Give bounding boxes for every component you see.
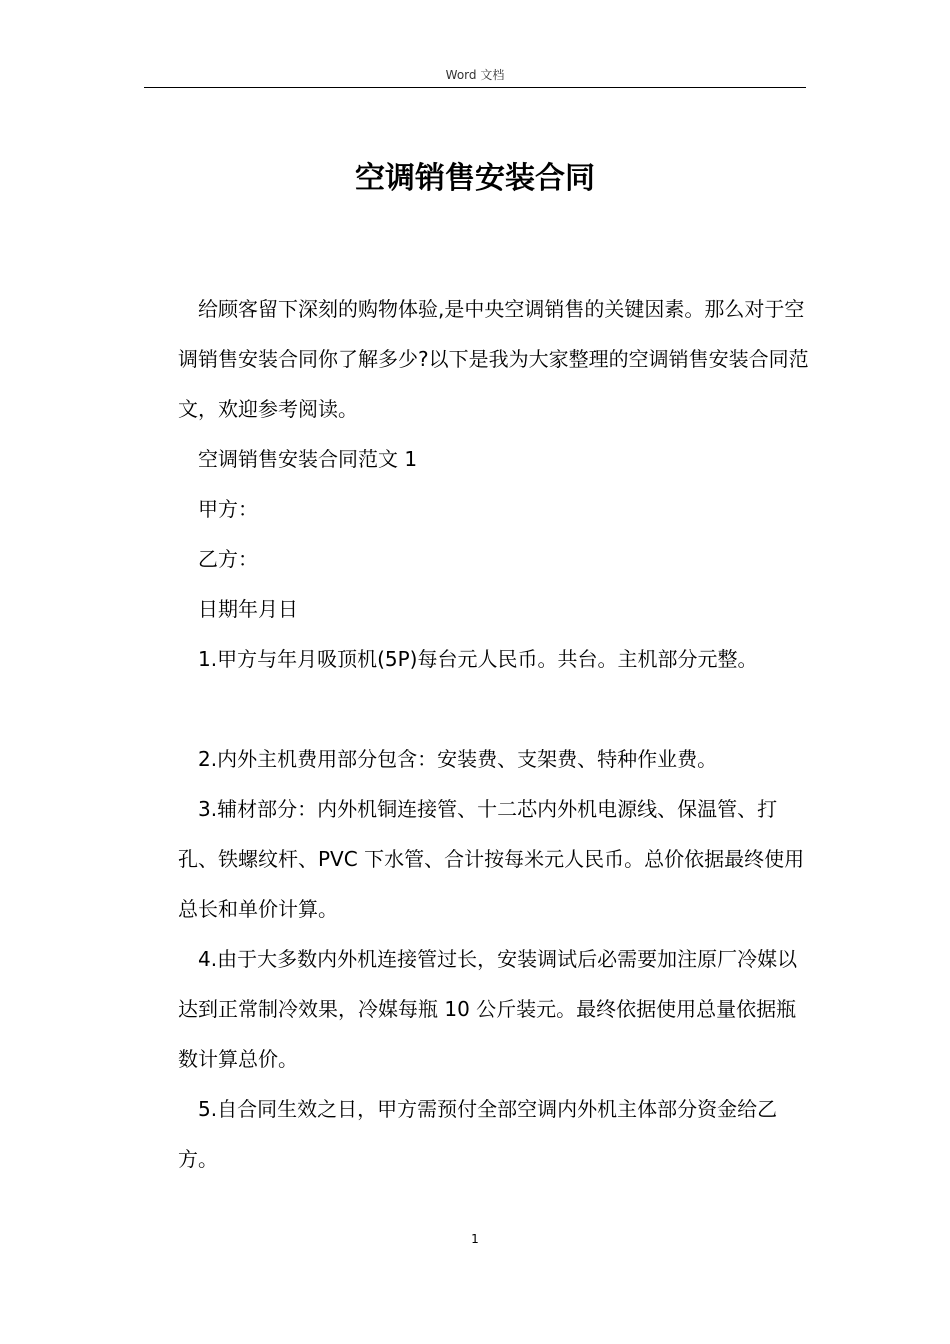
page-number: 1 <box>471 1232 479 1246</box>
document-title: 空调销售安装合同 <box>355 161 595 196</box>
party-a-line: 甲方： <box>198 497 258 521</box>
clause-3: 3.辅材部分：内外机铜连接管、十二芯内外机电源线、保温管、打孔、铁螺纹杆、PVC 下水管、合计按每米元人民币。总价依据最终使用总长和单价计算。 <box>178 797 805 921</box>
clause-1: 1.甲方与年月吸顶机(5P)每台元人民币。共台。主机部分元整。 <box>198 647 758 671</box>
intro-paragraph: 给顾客留下深刻的购物体验,是中央空调销售的关键因素。那么对于空调销售安装合同你了解多少?以下是我为大家整理的空调销售安装合同范文，欢迎参考阅读。 <box>178 297 809 421</box>
clause-5: 5.自合同生效之日，甲方需预付全部空调内外机主体部分资金给乙方。 <box>178 1097 778 1171</box>
party-b-line: 乙方： <box>198 547 258 571</box>
header-divider <box>144 87 806 88</box>
document-body <box>178 284 810 1184</box>
section-heading: 空调销售安装合同范文 1 <box>198 447 418 471</box>
date-line: 日期年月日 <box>198 597 298 621</box>
clause-2: 2.内外主机费用部分包含：安装费、支架费、特种作业费。 <box>198 747 718 771</box>
clause-4: 4.由于大多数内外机连接管过长，安装调试后必需要加注原厂冷媒以达到正常制冷效果，冷媒每瓶 10 公斤装元。最终依据使用总量依据瓶数计算总价。 <box>178 947 798 1071</box>
page-header: Word 文档 <box>445 68 505 82</box>
